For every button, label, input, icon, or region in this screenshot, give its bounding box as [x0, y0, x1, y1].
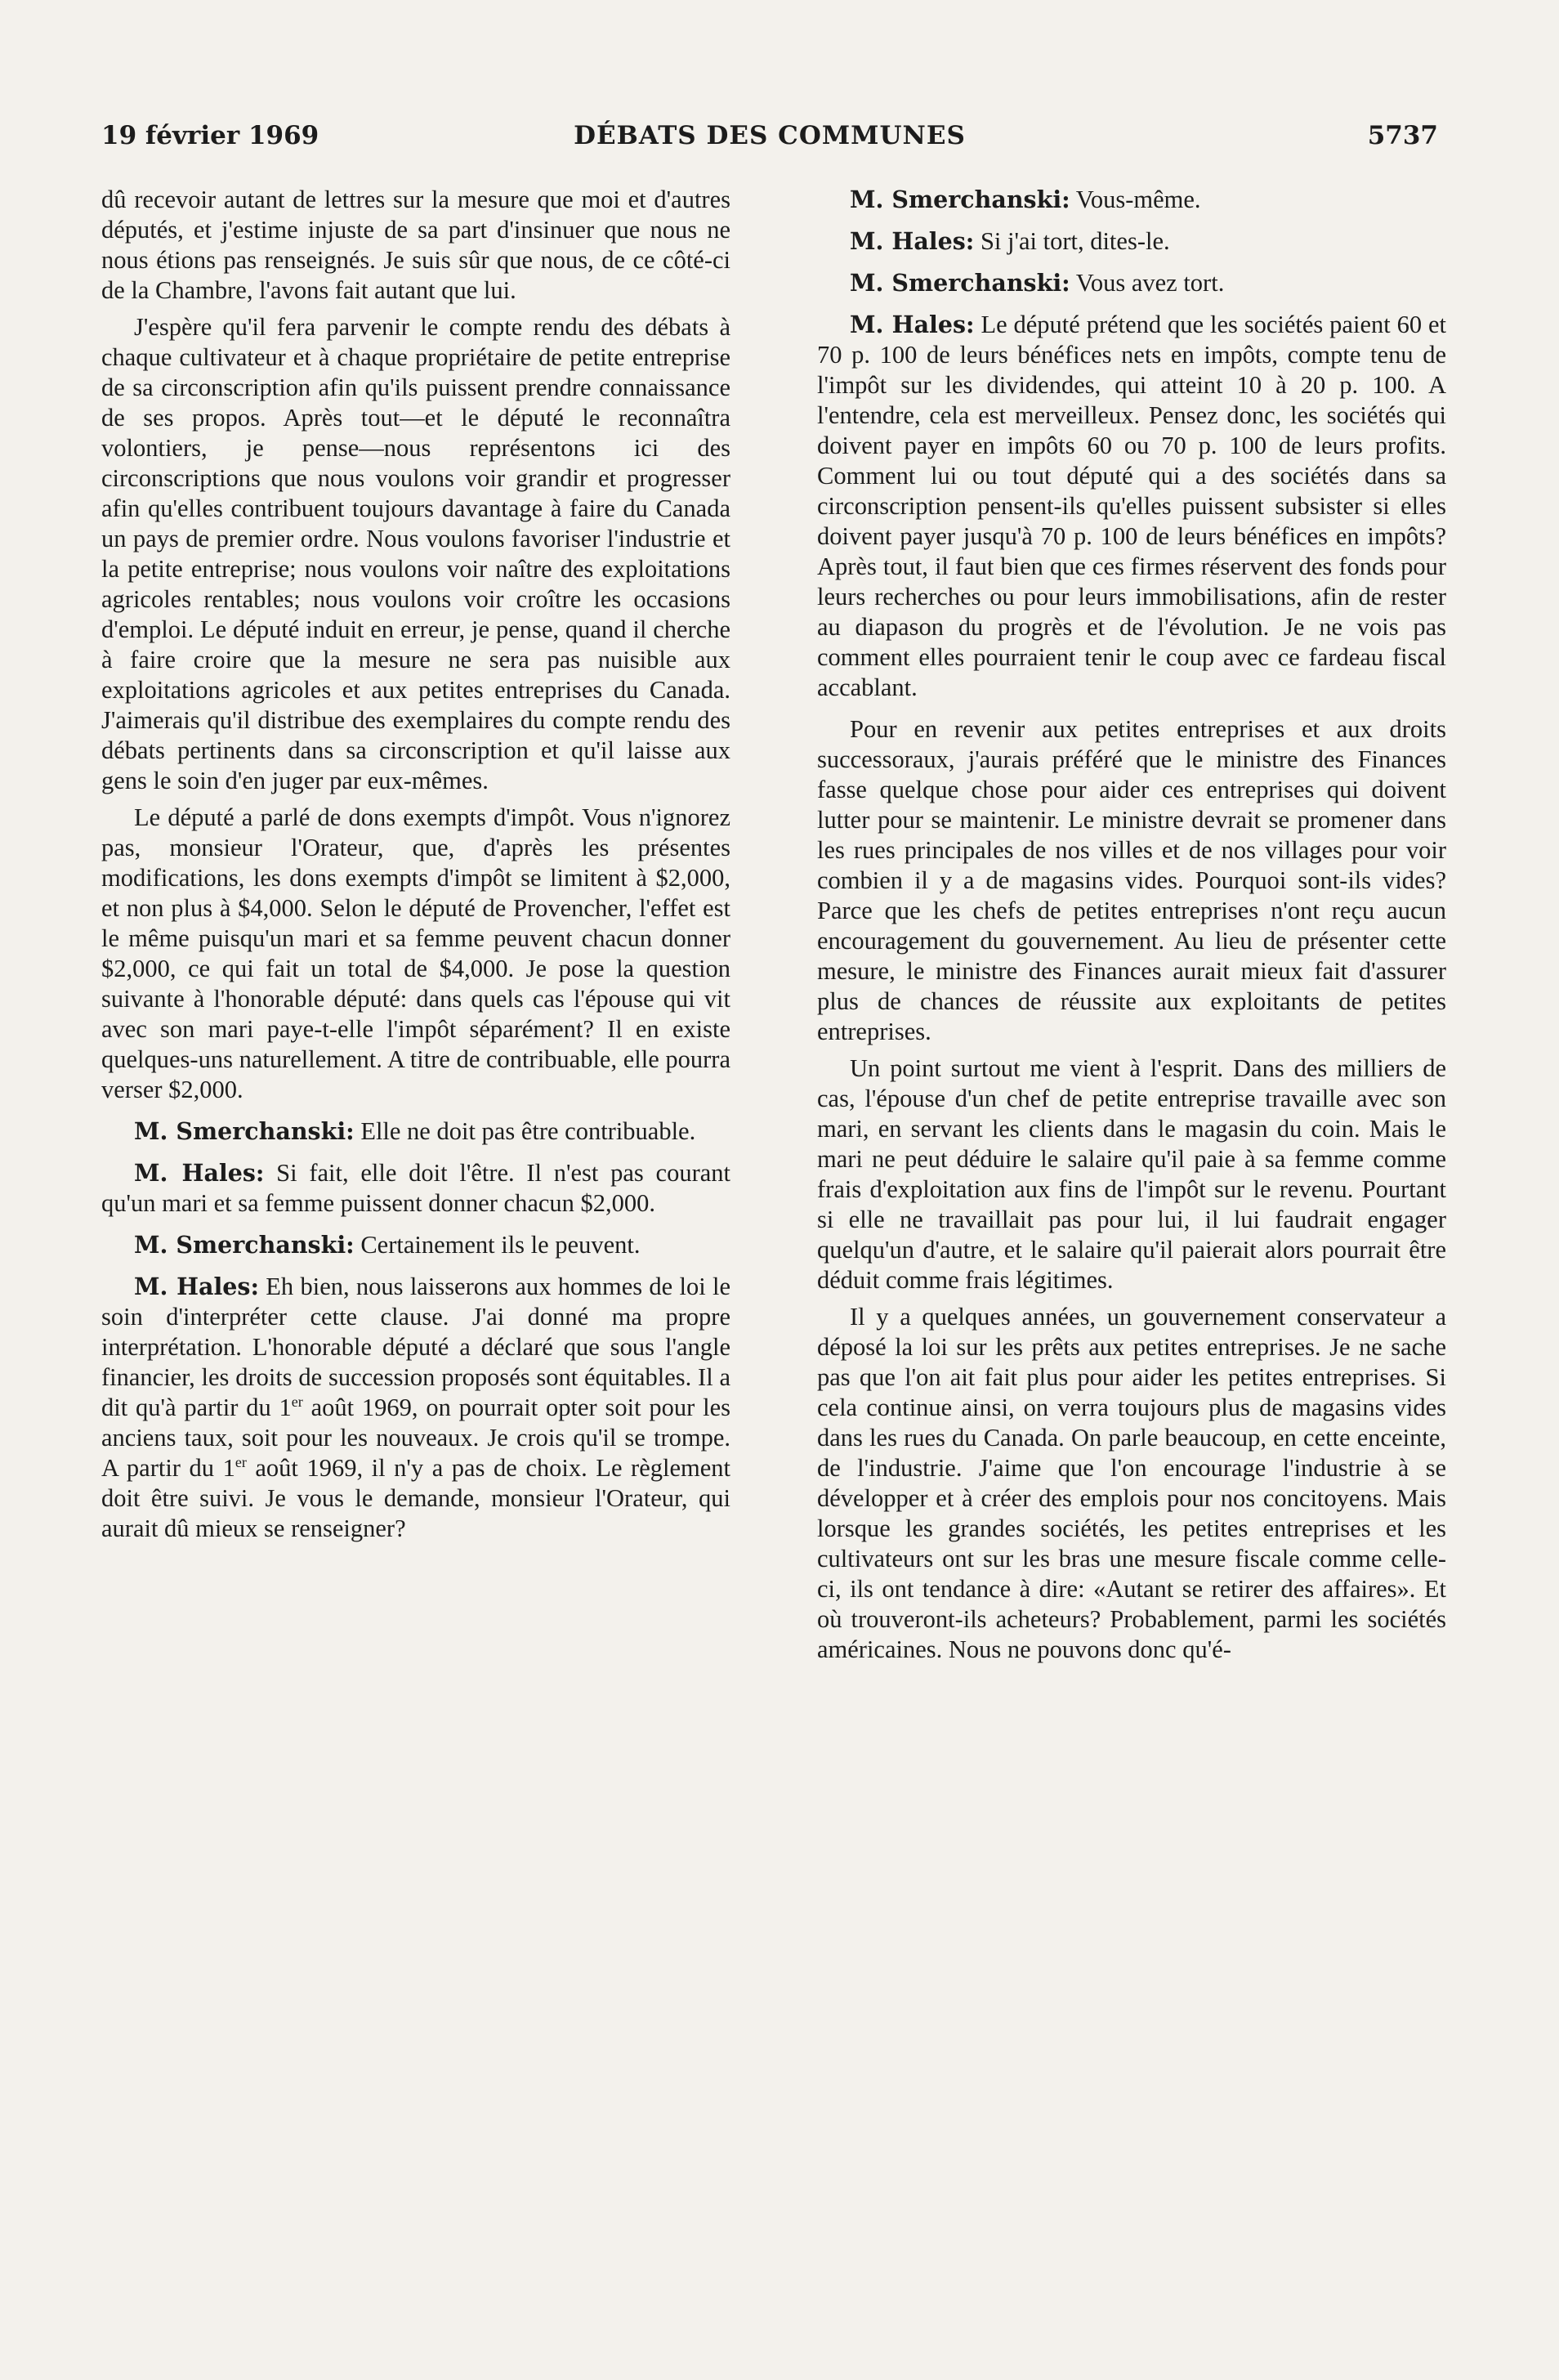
- speaker-name: M. Smerchanski:: [134, 1231, 355, 1259]
- speech-text: Vous-même.: [1070, 186, 1201, 213]
- speech-paragraph: [101, 1158, 730, 1219]
- speech-text: août 1969, on pourrait opter soit pour les anciens taux, soit pour les nouveaux. Je crois qu'il se trompe. A partir du 1: [101, 1394, 730, 1482]
- speaker-name: M. Hales:: [850, 227, 975, 255]
- speech-text: Vous avez tort.: [1070, 269, 1225, 297]
- speaker-name: M. Hales:: [134, 1273, 259, 1300]
- speech-text: août 1969, il n'y a pas de choix. Le règlement doit être suivi. Je vous le demande, monsieur l'Orateur, qui aurait dû mieux se renseigner?: [101, 1454, 730, 1542]
- speech-text: Le député prétend que les sociétés paient 60 et 70 p. 100 de leurs bénéfices nets en impôts, compte tenu de l'impôt sur les dividendes, qui atteint 10 à 20 p. 100. A l'entendre, cela est merveilleux. Pensez donc, les sociétés qui doivent payer en impôts 60 ou 70 p. 100 de leurs profits. Comment lui ou tout député qui a des sociétés dans sa circonscription pensent-ils qu'elles puissent subsister si elles doivent payer jusqu'à 70 p. 100 de leurs bénéfices en impôts? Après tout, il faut bien que ces firmes réservent des fonds pour leurs recherches ou pour leurs immobilisations, afin de rester au diapason du progrès et de l'évolution. Je ne vois pas comment elles pourraient tenir le coup avec ce fardeau fiscal accablant.: [817, 311, 1446, 701]
- left-column: [101, 185, 730, 2318]
- speech-paragraph: [817, 310, 1446, 703]
- speech-text: Si j'ai tort, dites-le.: [974, 227, 1170, 255]
- page-number: 5737: [1367, 121, 1438, 150]
- paragraph: Pour en revenir aux petites entreprises et aux droits successoraux, j'aurais préféré que le ministre des Finances fasse quelque chose pour aider ces entreprises qui doivent lutter pour se maintenir. Le ministre devrait se promener dans les rues principales de nos villes et de nos villages pour voir combien il y a de magasins vides. Pourquoi sont-ils vides? Parce que les chefs de petites entreprises n'ont reçu aucun encouragement du gouvernement. Au lieu de présenter cette mesure, le ministre des Finances aurait mieux fait d'assurer plus de chances de réussite aux exploitants de petites entreprises.: [817, 715, 1446, 1045]
- speech-text: Si fait, elle doit l'être. Il n'est pas courant qu'un mari et sa femme puissent donner chacun $2,000.: [101, 1159, 730, 1217]
- paragraph: dû recevoir autant de lettres sur la mesure que moi et d'autres députés, et j'estime injuste de sa part d'insinuer que nous ne nous étions pas renseignés. Je suis sûr que nous, de ce côté-ci de la Chambre, l'avons fait autant que lui.: [101, 186, 730, 304]
- paragraph: Le député a parlé de dons exempts d'impôt. Vous n'ignorez pas, monsieur l'Orateur, que, d'après les présentes modifications, les dons exempts d'impôt se limitent à $2,000, et non plus à $4,000. Selon le député de Provencher, l'effet est le même puisqu'un mari et sa femme peuvent chacun donner $2,000, ce qui fait un total de $4,000. Je pose la question suivante à l'honorable député: dans quels cas l'épouse qui vit avec son mari paye-t-elle l'impôt séparément? Il en existe quelques-uns naturellement. A titre de contribuable, elle pourra verser $2,000.: [101, 803, 730, 1103]
- ordinal-superscript: er: [235, 1453, 247, 1470]
- paragraph: Un point surtout me vient à l'esprit. Dans des milliers de cas, l'épouse d'un chef de petite entreprise travaille avec son mari, en servant les clients dans le magasin du coin. Mais le mari ne peut déduire le salaire qu'il paie à sa femme comme frais d'exploitation aux fins de l'impôt sur le revenu. Pourtant si elle ne travaillait pas pour lui, il lui faudrait engager quelqu'un d'autre, et le salaire qu'il paierait alors pourrait être déduit comme frais légitimes.: [817, 1054, 1446, 1294]
- speech-paragraph: [101, 1272, 730, 1544]
- right-column: [817, 185, 1446, 2318]
- header-date: 19 février 1969: [101, 121, 319, 150]
- speaker-name: M. Smerchanski:: [850, 269, 1070, 297]
- paragraph: Il y a quelques années, un gouvernement conservateur a déposé la loi sur les prêts aux petites entreprises. Je ne sache pas que l'on ait fait plus pour aider les petites entreprises. Si cela continue ainsi, on verra toujours plus de magasins vides dans les rues du Canada. On parle beaucoup, en cette enceinte, de l'industrie. J'aime que l'on encourage l'industrie à se développer et à créer des emplois pour nos concitoyens. Mais lorsque les grandes sociétés, les petites entreprises et les cultivateurs ont sur les bras une mesure fiscale comme celle-ci, ils ont tendance à dire: «Autant se retirer des affaires». Et où trouveront-ils acheteurs? Probablement, parmi les sociétés américaines. Nous ne pouvons donc qu'é-: [817, 1303, 1446, 1663]
- running-header: [101, 121, 1438, 157]
- paragraph: J'espère qu'il fera parvenir le compte rendu des débats à chaque cultivateur et à chaque propriétaire de petite entreprise de sa circonscription afin qu'ils puissent prendre connaissance de ses propos. Après tout—et le député le reconnaîtra volontiers, je pense—nous représentons ici des circonscriptions que nous voulons voir grandir et progresser afin qu'elles contribuent toujours davantage à faire du Canada un pays de premier ordre. Nous voulons favoriser l'industrie et la petite entreprise; nous voulons voir naître des exploitations agricoles rentables; nous voulons voir croître les occasions d'emploi. Le député induit en erreur, je pense, quand il cherche à faire croire que la mesure ne sera pas nuisible aux exploitations agricoles et aux petites entreprises du Canada. J'aimerais qu'il distribue des exemplaires du compte rendu des débats pertinents dans sa circonscription et qu'il laisse aux gens le soin d'en juger par eux-mêmes.: [101, 313, 730, 794]
- speaker-name: M. Hales:: [134, 1159, 265, 1187]
- speech-text: Certainement ils le peuvent.: [354, 1231, 641, 1259]
- speaker-name: M. Hales:: [850, 311, 975, 338]
- speaker-name: M. Smerchanski:: [850, 186, 1070, 213]
- speech-text: Eh bien, nous laisserons aux hommes de loi le soin d'interpréter cette clause. J'ai donné ma propre interprétation. L'honorable député a déclaré que sous l'angle financier, les droits de succession proposés sont équitables. Il a dit qu'à partir du 1: [101, 1273, 730, 1421]
- speech-paragraph: [817, 226, 1446, 257]
- header-title: DÉBATS DES COMMUNES: [574, 121, 966, 150]
- ordinal-superscript: er: [291, 1393, 303, 1410]
- speech-paragraph: [817, 185, 1446, 215]
- speaker-name: M. Smerchanski:: [134, 1117, 355, 1145]
- speech-text: Elle ne doit pas être contribuable.: [354, 1117, 696, 1145]
- speech-paragraph: [817, 268, 1446, 298]
- speech-paragraph: [101, 1230, 730, 1260]
- speech-paragraph: [101, 1116, 730, 1147]
